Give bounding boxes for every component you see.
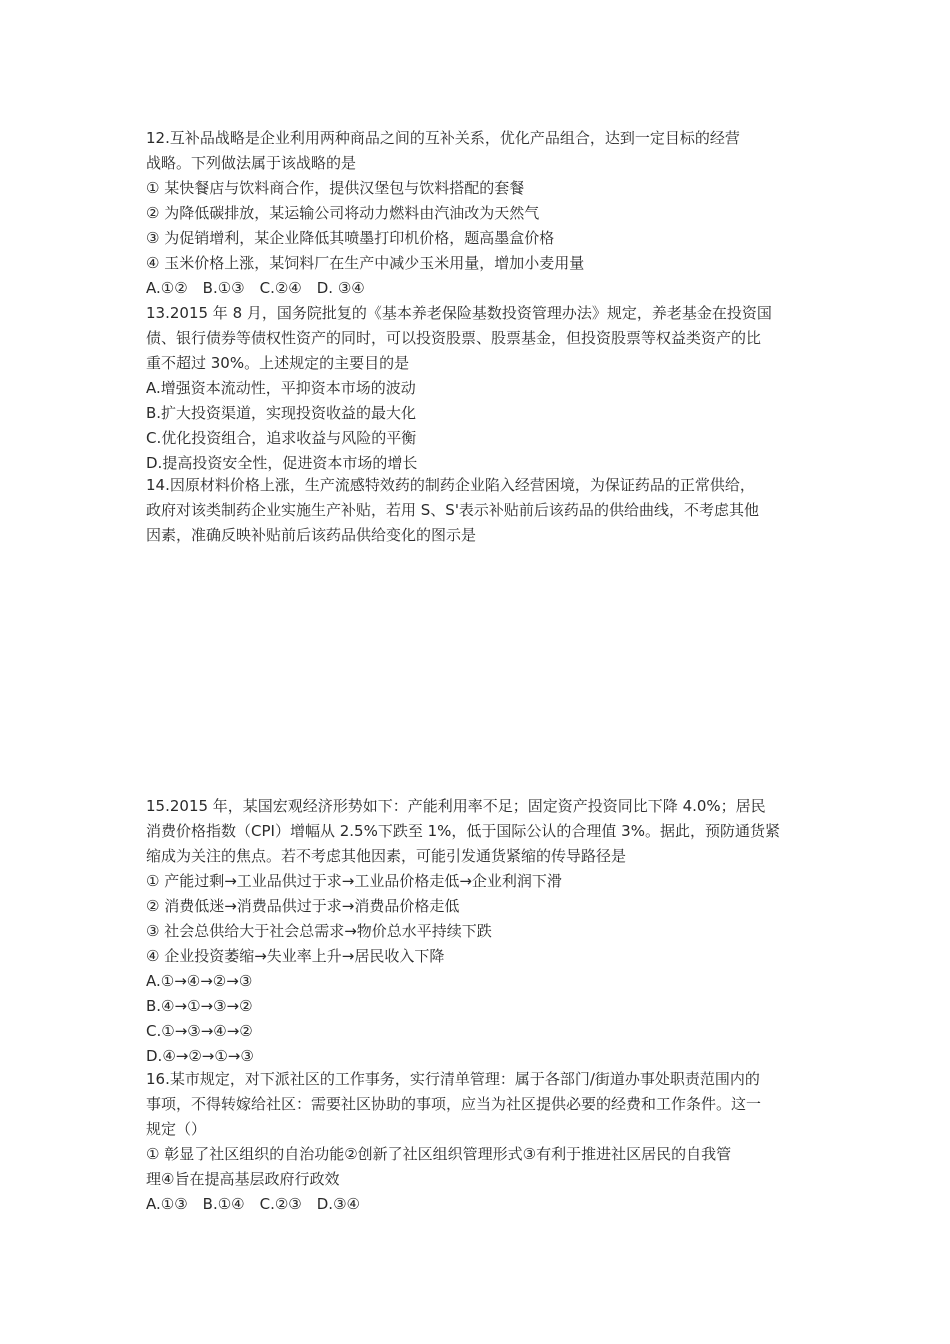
question-stem: 政府对该类制药企业实施生产补贴，若用 S、S'表示补贴前后该药品的供给曲线，不考虑其他 <box>146 501 759 519</box>
answer-options: A.①② B.①③ C.②④ D. ③④ <box>146 279 365 297</box>
question-stem: 15.2015 年，某国宏观经济形势如下：产能利用率不足；固定资产投资同比下降 4.0%；居民 <box>146 797 766 815</box>
question-stem: 缩成为关注的焦点。若不考虑其他因素，可能引发通货紧缩的传导路径是 <box>146 847 627 865</box>
question-15 <box>146 794 816 1069</box>
answer-option: C.优化投资组合，追求收益与风险的平衡 <box>146 429 417 447</box>
question-12 <box>146 126 816 301</box>
question-stem: 规定（） <box>146 1120 207 1138</box>
answer-option: D.提高投资安全性，促进资本市场的增长 <box>146 454 418 472</box>
answer-options: A.①③ B.①④ C.②③ D.③④ <box>146 1195 360 1213</box>
question-stem: 战略。下列做法属于该战略的是 <box>146 154 357 172</box>
question-14 <box>146 473 816 548</box>
statement: ① 彰显了社区组织的自治功能②创新了社区组织管理形式③有利于推进社区居民的自我管 <box>146 1145 732 1163</box>
question-stem: 12.互补品战略是企业利用两种商品之间的互补关系，优化产品组合，达到一定目标的经营 <box>146 129 740 147</box>
statement: ② 为降低碳排放，某运输公司将动力燃料由汽油改为天然气 <box>146 204 540 222</box>
statement: ③ 社会总供给大于社会总需求→物价总水平持续下跌 <box>146 922 492 940</box>
statement: ① 产能过剩→工业品供过于求→工业品价格走低→企业利润下滑 <box>146 872 562 890</box>
statement: ④ 企业投资萎缩→失业率上升→居民收入下降 <box>146 947 445 965</box>
statement: ② 消费低迷→消费品供过于求→消费品价格走低 <box>146 897 460 915</box>
question-stem: 16.某市规定，对下派社区的工作事务，实行清单管理：属于各部门/街道办事处职责范围内的 <box>146 1070 760 1088</box>
statement: ④ 玉米价格上涨，某饲料厂在生产中减少玉米用量，增加小麦用量 <box>146 254 585 272</box>
question-stem: 重不超过 30%。上述规定的主要目的是 <box>146 354 410 372</box>
statement: 理④旨在提高基层政府行政效 <box>146 1170 340 1188</box>
statement: ① 某快餐店与饮料商合作，提供汉堡包与饮料搭配的套餐 <box>146 179 525 197</box>
question-13 <box>146 301 816 476</box>
question-stem: 14.因原材料价格上涨，生产流感特效药的制药企业陷入经营困境，为保证药品的正常供给， <box>146 476 755 494</box>
answer-option: A.①→④→②→③ <box>146 972 253 990</box>
question-stem: 债、银行债券等债权性资产的同时，可以投资股票、股票基金，但投资股票等权益类资产的比 <box>146 329 762 347</box>
answer-option: D.④→②→①→③ <box>146 1047 254 1065</box>
answer-option: A.增强资本流动性，平抑资本市场的波动 <box>146 379 416 397</box>
question-stem: 因素，准确反映补贴前后该药品供给变化的图示是 <box>146 526 477 544</box>
question-stem: 事项，不得转嫁给社区：需要社区协助的事项，应当为社区提供必要的经费和工作条件。这一 <box>146 1095 762 1113</box>
answer-option: B.④→①→③→② <box>146 997 253 1015</box>
question-stem: 消费价格指数（CPI）增幅从 2.5%下跌至 1%，低于国际公认的合理值 3%。据此，预防通货紧 <box>146 822 780 840</box>
question-16 <box>146 1067 816 1217</box>
question-stem: 13.2015 年 8 月，国务院批复的《基本养老保险基数投资管理办法》规定，养老基金在投资国 <box>146 304 772 322</box>
answer-option: B.扩大投资渠道，实现投资收益的最大化 <box>146 404 417 422</box>
answer-option: C.①→③→④→② <box>146 1022 253 1040</box>
statement: ③ 为促销增利，某企业降低其喷墨打印机价格，题高墨盒价格 <box>146 229 555 247</box>
